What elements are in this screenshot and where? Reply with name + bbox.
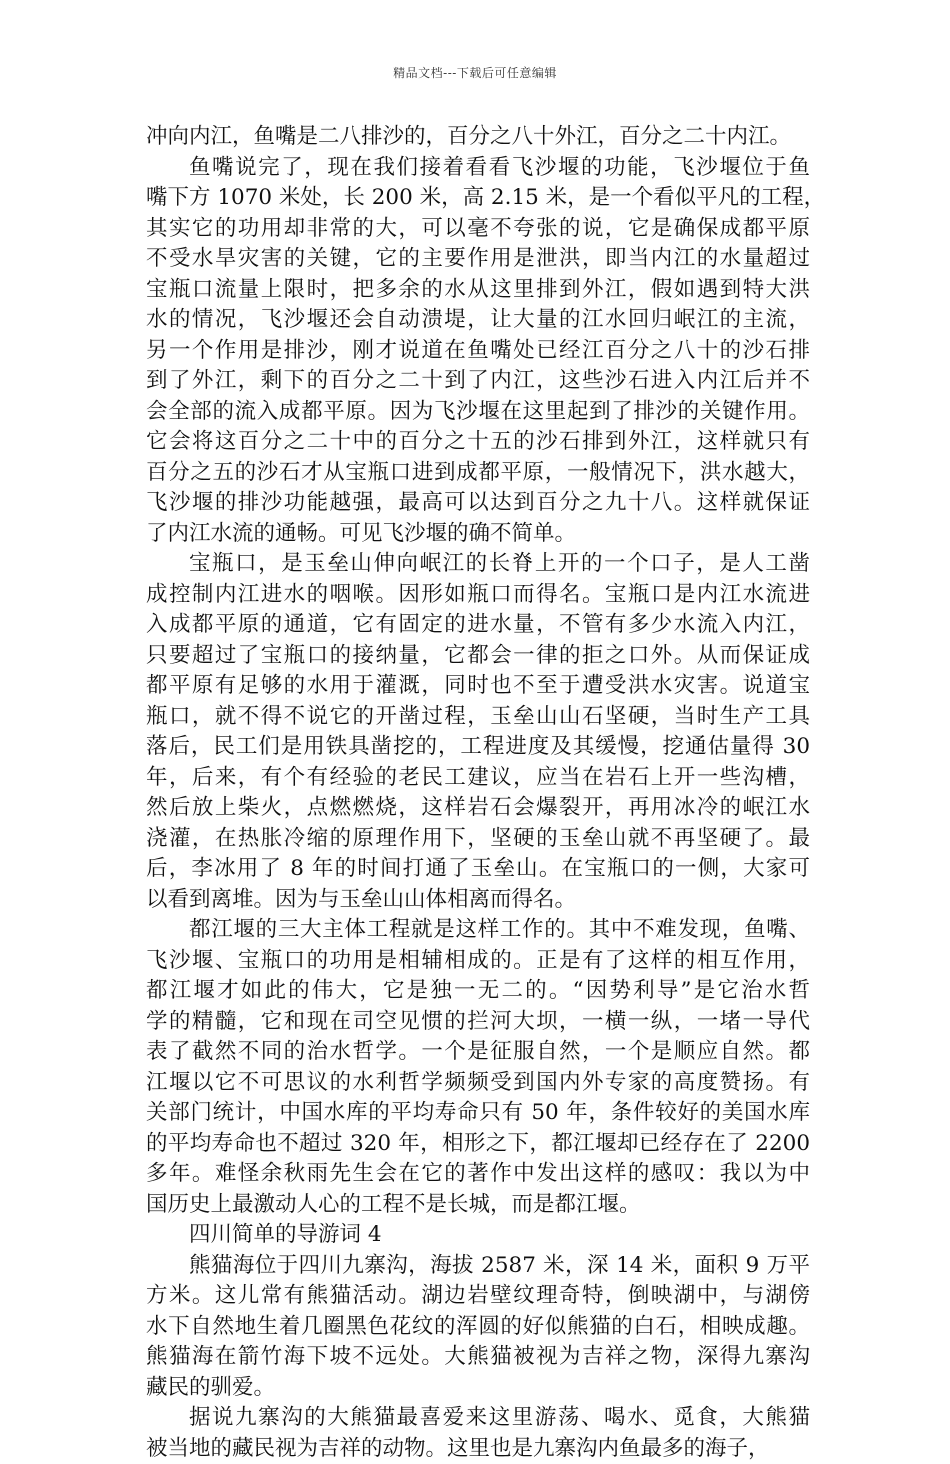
text-line: 年，后来，有个有经验的老民工建议，应当在岩石上开一些沟槽，	[146, 763, 810, 794]
text-line: 浇灌，在热胀冷缩的原理作用下，坚硬的玉垒山就不再坚硬了。最	[146, 824, 810, 855]
text-line: 江堰以它不可思议的水利哲学频频受到国内外专家的高度赞扬。有	[146, 1068, 810, 1099]
text-line: 藏民的驯爱。	[146, 1373, 810, 1404]
text-line: 的平均寿命也不超过 320 年，相形之下，都江堰却已经存在了 2200	[146, 1129, 810, 1160]
text-line: 宝瓶口，是玉垒山伸向岷江的长脊上开的一个口子，是人工凿	[146, 549, 810, 580]
text-line: 百分之五的沙石才从宝瓶口进到成都平原，一般情况下，洪水越大，	[146, 458, 810, 489]
text-line: 以看到离堆。因为与玉垒山山体相离而得名。	[146, 885, 810, 916]
text-line: 瓶口，就不得不说它的开凿过程，玉垒山山石坚硬，当时生产工具	[146, 702, 810, 733]
text-line: 只要超过了宝瓶口的接纳量，它都会一律的拒之口外。从而保证成	[146, 641, 810, 672]
text-line: 被当地的藏民视为吉祥的动物。这里也是九寨沟内鱼最多的海子，	[146, 1434, 810, 1464]
text-line: 另一个作用是排沙，刚才说道在鱼嘴处已经江百分之八十的沙石排	[146, 336, 810, 367]
text-line: 飞沙堰、宝瓶口的功用是相辅相成的。正是有了这样的相互作用，	[146, 946, 810, 977]
paragraph	[146, 153, 810, 550]
text-line: 后，李冰用了 8 年的时间打通了玉垒山。在宝瓶口的一侧，大家可	[146, 854, 810, 885]
paragraph	[146, 549, 810, 915]
text-line: 熊猫海位于四川九寨沟，海拔 2587 米，深 14 米，面积 9 万平	[146, 1251, 810, 1282]
text-line: 成控制内江进水的咽喉。因形如瓶口而得名。宝瓶口是内江水流进	[146, 580, 810, 611]
text-line: 都平原有足够的水用于灌溉，同时也不至于遭受洪水灾害。说道宝	[146, 671, 810, 702]
text-line: 它会将这百分之二十中的百分之十五的沙石排到外江，这样就只有	[146, 427, 810, 458]
text-line: 关部门统计，中国水库的平均寿命只有 50 年，条件较好的美国水库	[146, 1098, 810, 1129]
text-line: 都江堰的三大主体工程就是这样工作的。其中不难发现，鱼嘴、	[146, 915, 810, 946]
text-line: 学的精髓，它和现在司空见惯的拦河大坝，一横一纵，一堵一导代	[146, 1007, 810, 1038]
text-line: 嘴下方 1070 米处，长 200 米，高 2.15 米，是一个看似平凡的工程，	[146, 183, 810, 214]
text-line: 其实它的功用却非常的大，可以毫不夸张的说，它是确保成都平原	[146, 214, 810, 245]
document-body	[146, 122, 810, 1464]
text-line: 然后放上柴火，点燃燃烧，这样岩石会爆裂开，再用冰冷的岷江水	[146, 793, 810, 824]
page-header: 精品文档---下载后可任意编辑	[0, 64, 950, 81]
text-line: 入成都平原的通道，它有固定的进水量，不管有多少水流入内江，	[146, 610, 810, 641]
text-line: 宝瓶口流量上限时，把多余的水从这里排到外江，假如遇到特大洪	[146, 275, 810, 306]
text-line: 飞沙堰的排沙功能越强，最高可以达到百分之九十八。这样就保证	[146, 488, 810, 519]
paragraph	[146, 122, 810, 153]
text-line: 鱼嘴说完了，现在我们接着看看飞沙堰的功能，飞沙堰位于鱼	[146, 153, 810, 184]
text-line: 不受水旱灾害的关键，它的主要作用是泄洪，即当内江的水量超过	[146, 244, 810, 275]
text-line: 会全部的流入成都平原。因为飞沙堰在这里起到了排沙的关键作用。	[146, 397, 810, 428]
text-line: 方米。这儿常有熊猫活动。湖边岩壁纹理奇特，倒映湖中，与湖傍	[146, 1281, 810, 1312]
text-line: 水下自然地生着几圈黑色花纹的浑圆的好似熊猫的白石，相映成趣。	[146, 1312, 810, 1343]
text-line: 落后，民工们是用铁具凿挖的，工程进度及其缓慢，挖通估量得 30	[146, 732, 810, 763]
text-line: 表了截然不同的治水哲学。一个是征服自然，一个是顺应自然。都	[146, 1037, 810, 1068]
text-line: 熊猫海在箭竹海下坡不远处。大熊猫被视为吉祥之物，深得九寨沟	[146, 1342, 810, 1373]
paragraph	[146, 1251, 810, 1404]
paragraph	[146, 1403, 810, 1464]
text-line: 四川简单的导游词 4	[146, 1220, 810, 1251]
text-line: 冲向内江，鱼嘴是二八排沙的，百分之八十外江，百分之二十内江。	[146, 122, 810, 153]
text-line: 国历史上最激动人心的工程不是长城，而是都江堰。	[146, 1190, 810, 1221]
paragraph	[146, 1220, 810, 1251]
text-line: 据说九寨沟的大熊猫最喜爱来这里游荡、喝水、觅食，大熊猫	[146, 1403, 810, 1434]
text-line: 到了外江，剩下的百分之二十到了内江，这些沙石进入内江后并不	[146, 366, 810, 397]
paragraph	[146, 915, 810, 1220]
text-line: 水的情况，飞沙堰还会自动溃堤，让大量的江水回归岷江的主流，	[146, 305, 810, 336]
text-line: 了内江水流的通畅。可见飞沙堰的确不简单。	[146, 519, 810, 550]
text-line: 都江堰才如此的伟大，它是独一无二的。“因势利导”是它治水哲	[146, 976, 810, 1007]
text-line: 多年。难怪余秋雨先生会在它的著作中发出这样的感叹：我以为中	[146, 1159, 810, 1190]
